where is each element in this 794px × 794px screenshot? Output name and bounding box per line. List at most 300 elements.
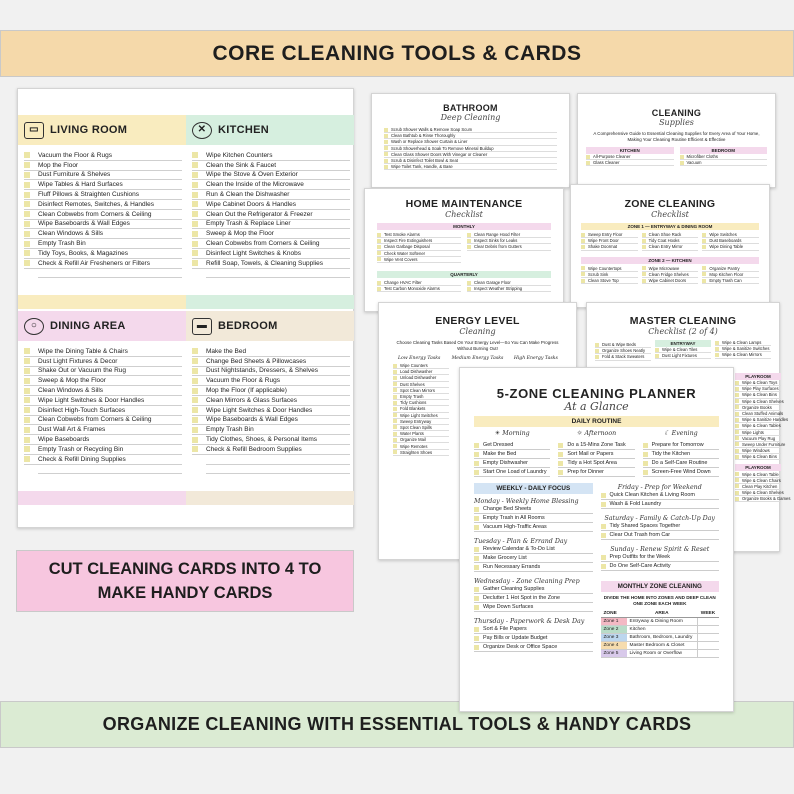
checkbox[interactable]	[192, 172, 198, 178]
checkbox[interactable]	[192, 201, 198, 207]
checkbox[interactable]	[192, 388, 198, 394]
cleaning-supplies-page	[577, 93, 776, 188]
checkbox[interactable]	[192, 192, 198, 198]
checkbox[interactable]	[601, 502, 606, 507]
item-text: Mop the Floor (If applicable)	[206, 387, 287, 395]
checkbox[interactable]	[377, 281, 381, 285]
checkbox[interactable]	[192, 378, 198, 384]
saturday-label: Saturday - Family & Catch-Up Day	[604, 515, 715, 522]
checkbox[interactable]	[474, 565, 479, 570]
checkbox[interactable]	[474, 443, 479, 448]
checkbox[interactable]	[467, 233, 471, 237]
checkbox[interactable]	[702, 266, 706, 270]
checklist-item	[192, 200, 350, 210]
checkbox[interactable]	[384, 128, 388, 132]
checkbox[interactable]	[715, 341, 719, 345]
week-cell[interactable]	[697, 618, 719, 625]
item-text: Fluff Pillows & Straighten Cushions	[38, 191, 140, 199]
checkbox[interactable]	[735, 424, 739, 428]
item-text: Clean Stove Top	[588, 278, 619, 284]
checkbox[interactable]	[384, 134, 388, 138]
checkbox[interactable]	[393, 450, 397, 454]
checkbox[interactable]	[192, 152, 198, 158]
checkbox[interactable]	[558, 461, 563, 466]
planner-item	[474, 643, 593, 652]
page-subtitle: Checklist (2 of 4)	[648, 327, 718, 336]
item-text: Empty Trash in All Rooms	[483, 515, 545, 521]
checkbox[interactable]	[24, 162, 30, 168]
item-text: Clean Garbage Disposal	[384, 244, 430, 250]
checkbox[interactable]	[474, 516, 479, 521]
checkbox[interactable]	[393, 444, 397, 448]
checkbox[interactable]	[474, 587, 479, 592]
checkbox[interactable]	[735, 430, 739, 434]
monthly-zone-desc: DIVIDE THE HOME INTO ZONES AND DEEP CLEAN ONE ZONE EACH WEEK	[603, 595, 716, 606]
week-cell[interactable]	[697, 634, 719, 641]
checkbox[interactable]	[735, 484, 739, 488]
checkbox[interactable]	[377, 251, 381, 255]
checkbox[interactable]	[24, 378, 30, 384]
zone-header: ZONE	[603, 611, 617, 616]
checkbox[interactable]	[192, 211, 198, 217]
item-text: Scrub Showerhead & Soak To Remove Mineral Buildup	[391, 145, 494, 151]
checkbox[interactable]	[24, 241, 30, 247]
item-text: Check & Refill Bedroom Supplies	[206, 445, 302, 453]
planner-item	[474, 603, 593, 612]
item-text: Clear Out Trash from Car	[609, 532, 671, 538]
checkbox[interactable]	[24, 456, 30, 462]
bedroom-card	[186, 311, 354, 474]
checkbox[interactable]	[735, 387, 739, 391]
low-energy-header: Low Energy Tasks	[397, 356, 441, 361]
item-text: Shake Doormat	[588, 244, 618, 250]
checkbox[interactable]	[642, 233, 646, 237]
checkbox[interactable]	[393, 425, 397, 429]
checkbox[interactable]	[24, 368, 30, 374]
checklist-item	[192, 180, 350, 190]
checkbox[interactable]	[474, 547, 479, 552]
checkbox[interactable]	[474, 452, 479, 457]
checkbox[interactable]	[558, 470, 563, 475]
checklist-item	[24, 455, 182, 465]
item-text: Wipe & Clean Mirrors	[722, 352, 762, 358]
checkbox[interactable]	[702, 233, 706, 237]
checkbox[interactable]	[474, 596, 479, 601]
checklist-item	[24, 347, 182, 357]
mini-item	[642, 244, 699, 250]
item-text: Wipe & Sanitize Switches	[722, 346, 770, 352]
checklist-item	[192, 347, 350, 357]
item-text: Wipe Cabinet Doors & Handles	[206, 200, 296, 208]
checkbox[interactable]	[601, 493, 606, 498]
checkbox[interactable]	[643, 470, 648, 475]
week-cell[interactable]	[697, 650, 719, 657]
checkbox[interactable]	[377, 257, 381, 261]
planner-item	[474, 563, 593, 572]
checkbox[interactable]	[192, 397, 198, 403]
checkbox[interactable]	[680, 155, 684, 159]
checkbox[interactable]	[192, 407, 198, 413]
checkbox[interactable]	[735, 449, 739, 453]
checkbox[interactable]	[601, 524, 606, 529]
checkbox[interactable]	[393, 438, 397, 442]
item-text: Wipe & Clean Shelves	[742, 490, 784, 496]
item-text: Clean Windows & Sills	[38, 387, 104, 395]
checkbox[interactable]	[680, 161, 684, 165]
item-text: Wipe Counters	[400, 363, 428, 369]
planner-item	[601, 500, 720, 509]
checkbox[interactable]	[192, 162, 198, 168]
checkbox[interactable]	[643, 452, 648, 457]
checkbox[interactable]	[384, 165, 388, 169]
checkbox[interactable]	[601, 533, 606, 538]
item-text: Do a 15-Mins Zone Task	[567, 442, 626, 448]
item-text: Tidy Coat Hooks	[648, 238, 680, 244]
checkbox[interactable]	[393, 376, 397, 380]
checkbox[interactable]	[474, 556, 479, 561]
checkbox[interactable]	[581, 272, 585, 276]
mini-item	[377, 286, 461, 292]
checkbox[interactable]	[24, 201, 30, 207]
checkbox[interactable]	[384, 146, 388, 150]
item-text: Wipe Tables & Hard Surfaces	[38, 181, 123, 189]
checklist-item	[24, 445, 182, 455]
medium-energy-header: Medium Energy Tasks	[451, 356, 504, 361]
checkbox[interactable]	[735, 381, 739, 385]
checklist-item	[24, 239, 182, 249]
checkbox[interactable]	[24, 172, 30, 178]
checkbox[interactable]	[24, 397, 30, 403]
checkbox[interactable]	[735, 412, 739, 416]
checkbox[interactable]	[702, 239, 706, 243]
checkbox[interactable]	[715, 347, 719, 351]
checklist-item	[192, 249, 350, 259]
checkbox[interactable]	[735, 418, 739, 422]
item-text: Check & Refill Air Fresheners or Filters	[38, 259, 150, 267]
checkbox[interactable]	[581, 233, 585, 237]
checkbox[interactable]	[24, 358, 30, 364]
checkbox[interactable]	[192, 260, 198, 266]
checkbox[interactable]	[24, 221, 30, 227]
item-text: Wipe Down Surfaces	[483, 604, 534, 610]
week-cell[interactable]	[697, 642, 719, 649]
checkbox[interactable]	[384, 140, 388, 144]
card-title: LIVING ROOM	[50, 124, 128, 136]
item-text: Run Necessary Errands	[483, 564, 541, 570]
item-text: Wash or Replace Shower Curtain & Liner	[391, 139, 468, 145]
checkbox[interactable]	[377, 233, 381, 237]
item-text: Dust Shelves	[400, 381, 425, 387]
checklist-item	[24, 386, 182, 396]
item-text: Clean Cobwebs from Corners & Ceiling	[206, 240, 320, 248]
checkbox[interactable]	[24, 260, 30, 266]
checkbox[interactable]	[377, 239, 381, 243]
checkbox[interactable]	[393, 370, 397, 374]
planner-item	[474, 514, 593, 523]
page-title: CLEANING	[651, 108, 702, 118]
item-text: Organize Books & Games	[742, 496, 791, 502]
checkbox[interactable]	[601, 564, 606, 569]
checkbox[interactable]	[192, 241, 198, 247]
checkbox[interactable]	[467, 287, 471, 291]
checkbox[interactable]	[24, 437, 30, 443]
checkbox[interactable]	[24, 427, 30, 433]
checkbox[interactable]	[655, 348, 659, 352]
item-text: Vacuum High-Traffic Areas	[483, 524, 547, 530]
checkbox[interactable]	[735, 478, 739, 482]
checkbox[interactable]	[474, 627, 479, 632]
sunday-label: Sunday - Renew Spirit & Reset	[610, 546, 710, 553]
checkbox[interactable]	[735, 405, 739, 409]
item-text: Quick Clean Kitchen & Living Room	[609, 492, 695, 498]
checkbox[interactable]	[24, 192, 30, 198]
checklist-item	[24, 229, 182, 239]
checkbox[interactable]	[393, 432, 397, 436]
item-text: Water Plants	[400, 431, 424, 437]
planner-item	[558, 450, 634, 459]
item-text: Organize Pantry	[709, 265, 740, 271]
checklist-item	[24, 171, 182, 181]
item-text: Clean Shoe Rack	[648, 232, 682, 238]
dining-area-card	[18, 311, 186, 474]
checkbox[interactable]	[558, 452, 563, 457]
checkbox[interactable]	[393, 413, 397, 417]
checkbox[interactable]	[735, 497, 739, 501]
checkbox[interactable]	[467, 281, 471, 285]
item-text: Sort & File Papers	[483, 626, 527, 632]
checkbox[interactable]	[24, 446, 30, 452]
checkbox[interactable]	[393, 364, 397, 368]
mini-item	[581, 244, 638, 250]
card-title: DINING AREA	[50, 320, 126, 332]
checkbox[interactable]	[24, 231, 30, 237]
checkbox[interactable]	[474, 605, 479, 610]
plate-icon: ○	[24, 318, 44, 335]
item-text: Clean the Sink & Faucet	[206, 161, 277, 169]
checkbox[interactable]	[643, 461, 648, 466]
friday-label: Friday - Prep for Weekend	[617, 484, 702, 491]
cut-cards-banner: CUT CLEANING CARDS INTO 4 TO MAKE HANDY CARDS	[16, 550, 354, 612]
checkbox[interactable]	[735, 442, 739, 446]
high-energy-header: High Energy Tasks	[513, 356, 558, 361]
checkbox[interactable]	[702, 279, 706, 283]
checkbox[interactable]	[702, 272, 706, 276]
checkbox[interactable]	[586, 155, 590, 159]
checkbox[interactable]	[192, 358, 198, 364]
checkbox[interactable]	[474, 470, 479, 475]
checkbox[interactable]	[642, 272, 646, 276]
checkbox[interactable]	[192, 231, 198, 237]
checklist-item	[192, 171, 350, 181]
item-text: Inspect Weather Stripping	[474, 286, 523, 292]
checkbox[interactable]	[642, 266, 646, 270]
checkbox[interactable]	[595, 355, 599, 359]
entryway-label: ENTRYWAY	[655, 340, 711, 347]
mini-item	[680, 160, 768, 166]
checkbox[interactable]	[24, 407, 30, 413]
checkbox[interactable]	[192, 368, 198, 374]
item-text: Tidy a Hot Spot Area	[567, 460, 617, 466]
planner-item	[474, 505, 593, 514]
item-text: Disinfect High-Touch Surfaces	[38, 406, 126, 414]
item-text: Disinfect Light Switches & Knobs	[206, 249, 302, 257]
checkbox[interactable]	[474, 461, 479, 466]
item-text: Wipe Front Door	[588, 238, 619, 244]
checklist-item	[192, 396, 350, 406]
item-text: Clear Debris from Gutters	[474, 244, 522, 250]
item-text: Tidy Toys, Books, & Magazines	[38, 249, 128, 257]
checkbox[interactable]	[474, 525, 479, 530]
checkbox[interactable]	[24, 388, 30, 394]
planner-item	[558, 441, 634, 450]
checkbox[interactable]	[377, 287, 381, 291]
checkbox[interactable]	[601, 555, 606, 560]
planner-item	[474, 459, 550, 468]
planner-item	[474, 441, 550, 450]
checkbox[interactable]	[192, 417, 198, 423]
checkbox[interactable]	[384, 152, 388, 156]
wednesday-label: Wednesday - Zone Cleaning Prep	[474, 578, 580, 585]
checklist-item	[192, 357, 350, 367]
checkbox[interactable]	[24, 182, 30, 188]
checkbox[interactable]	[655, 354, 659, 358]
afternoon-label: ☼ Afternoon	[576, 430, 617, 437]
checkbox[interactable]	[467, 245, 471, 249]
item-text: Mop the Floor	[38, 161, 79, 169]
item-text: Spot Clean Mirrors	[400, 387, 435, 393]
item-text: Straighten Shoes	[400, 449, 433, 455]
checkbox[interactable]	[558, 443, 563, 448]
checklist-item	[24, 406, 182, 416]
item-text: Wipe Kitchen Counters	[206, 151, 273, 159]
checklist-item	[192, 229, 350, 239]
checkbox[interactable]	[192, 427, 198, 433]
checkbox[interactable]	[595, 349, 599, 353]
planner-item	[601, 562, 720, 571]
item-text: Empty Trash or Recycling Bin	[38, 445, 124, 453]
checklist-item	[24, 367, 182, 377]
checkbox[interactable]	[192, 250, 198, 256]
checkbox[interactable]	[192, 221, 198, 227]
checklist-item	[24, 376, 182, 386]
mini-item	[642, 278, 699, 284]
checkbox[interactable]	[393, 395, 397, 399]
item-text: Spot Clean Spills	[400, 424, 432, 430]
checkbox[interactable]	[393, 419, 397, 423]
page-subtitle: Deep Cleaning	[440, 113, 501, 122]
checklist-item	[24, 190, 182, 200]
checklist-item	[24, 220, 182, 230]
item-text: Clean Fridge Shelves	[648, 271, 689, 277]
checkbox[interactable]	[642, 279, 646, 283]
blank-line	[206, 465, 350, 475]
item-text: Clean Garage Floor	[474, 280, 511, 286]
item-text: Test Carbon Monoxide Alarms	[384, 286, 440, 292]
item-text: Screen-Free Wind Down	[651, 469, 711, 475]
checkbox[interactable]	[24, 348, 30, 354]
page-title: MASTER CLEANING	[629, 315, 737, 327]
item-text: Wipe Baseboards & Wall Edges	[206, 416, 298, 424]
checklist-item	[24, 425, 182, 435]
checkbox[interactable]	[192, 446, 198, 452]
checklist-item	[192, 445, 350, 455]
item-text: Clean Out the Refrigerator & Freezer	[206, 210, 313, 218]
checkbox[interactable]	[24, 152, 30, 158]
checkbox[interactable]	[474, 645, 479, 650]
checkbox[interactable]	[735, 399, 739, 403]
item-text: Organize Desk or Office Space	[483, 644, 558, 650]
item-text: Load Dishwasher	[400, 369, 433, 375]
zone-cell: Zone 3	[601, 634, 627, 641]
checkbox[interactable]	[735, 491, 739, 495]
week-cell[interactable]	[697, 626, 719, 633]
checkbox[interactable]	[735, 393, 739, 397]
core-cleaning-cards-page	[17, 88, 354, 528]
item-text: Make the Bed	[206, 347, 247, 355]
checkbox[interactable]	[393, 388, 397, 392]
zone-row	[601, 650, 720, 658]
checkbox[interactable]	[192, 437, 198, 443]
card-title: KITCHEN	[218, 124, 269, 136]
checkbox[interactable]	[393, 407, 397, 411]
checkbox[interactable]	[581, 245, 585, 249]
checkbox[interactable]	[581, 279, 585, 283]
item-text: Wipe Cabinet Doors	[648, 278, 687, 284]
planner-item	[643, 450, 719, 459]
checklist-item	[24, 435, 182, 445]
checkbox[interactable]	[24, 211, 30, 217]
checkbox[interactable]	[192, 348, 198, 354]
checkbox[interactable]	[384, 159, 388, 163]
item-text: Change HVAC Filter	[384, 280, 422, 286]
checkbox[interactable]	[377, 245, 381, 249]
blank-line	[38, 269, 182, 279]
bottom-banner: ORGANIZE CLEANING WITH ESSENTIAL TOOLS & HANDY CARDS	[0, 701, 794, 748]
checkbox[interactable]	[642, 245, 646, 249]
item-text: Prepare for Tomorrow	[651, 442, 704, 448]
checkbox[interactable]	[702, 245, 706, 249]
checkbox[interactable]	[581, 239, 585, 243]
checkbox[interactable]	[192, 182, 198, 188]
checkbox[interactable]	[586, 161, 590, 165]
zone-cell: Zone 4	[601, 642, 627, 649]
item-text: Wipe Toilet Tank, Handle, & Base	[391, 164, 453, 170]
checklist-item	[192, 416, 350, 426]
checkbox[interactable]	[643, 443, 648, 448]
checkbox[interactable]	[393, 401, 397, 405]
checkbox[interactable]	[581, 266, 585, 270]
item-text: Wipe Baseboards	[38, 436, 90, 444]
checkbox[interactable]	[24, 417, 30, 423]
checkbox[interactable]	[393, 382, 397, 386]
checklist-item	[24, 210, 182, 220]
checkbox[interactable]	[595, 343, 599, 347]
planner-item	[601, 553, 720, 562]
checkbox[interactable]	[467, 239, 471, 243]
checkbox[interactable]	[735, 436, 739, 440]
checkbox[interactable]	[735, 472, 739, 476]
checkbox[interactable]	[735, 455, 739, 459]
checkbox[interactable]	[642, 239, 646, 243]
item-text: Dust Baseboards	[709, 238, 742, 244]
item-text: Clean Stuffed Animals	[742, 411, 784, 417]
checkbox[interactable]	[474, 636, 479, 641]
mini-item	[735, 454, 781, 460]
checkbox[interactable]	[24, 250, 30, 256]
checkbox[interactable]	[715, 353, 719, 357]
checklist-item	[192, 425, 350, 435]
checkbox[interactable]	[474, 507, 479, 512]
